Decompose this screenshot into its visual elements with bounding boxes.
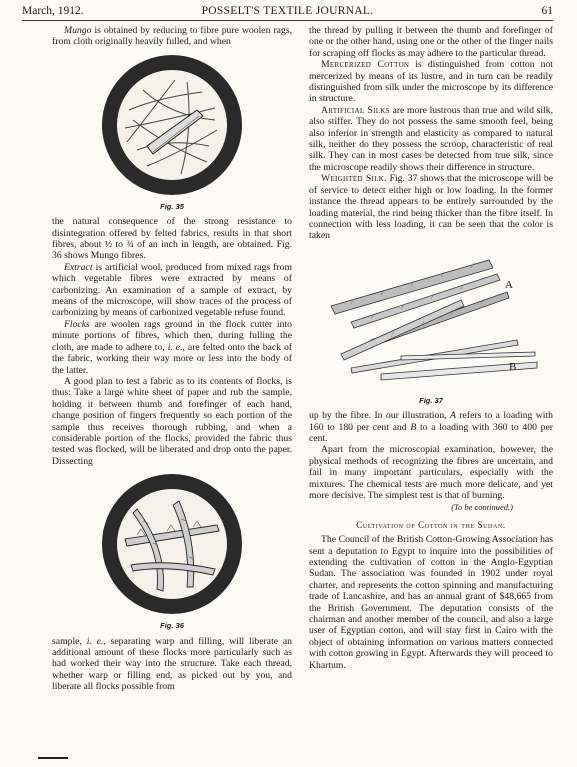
continued-note: (To be continued.) bbox=[451, 502, 513, 513]
mungo-term: Mungo bbox=[64, 25, 92, 36]
figure-36 bbox=[97, 469, 247, 631]
loading-ref-a: A bbox=[450, 410, 456, 422]
flocks-term: Flocks bbox=[64, 318, 90, 330]
sample-text: sample, bbox=[52, 635, 82, 647]
weighted-silk-paragraph bbox=[309, 173, 553, 241]
test-paragraph: A good plan to test a fabric as to its contents of flocks, is thus: Take a large white sheet of paper and rub the sample, holding it between thumb and forefinger of each hand, change position of fingers frequently so each portion of the sample thus receives thorough rubbing, and when a considerable portion of the flocks, provided the fabric thus tested was flocked, will be liberated and drop onto the paper. Dissecting bbox=[52, 375, 292, 467]
header-rule bbox=[22, 20, 553, 21]
mungo-text: is obtained by reducing to fibre pure woolen rags, from cloth originally heavily fulled, and when bbox=[52, 25, 293, 48]
figure-37-label-a: A bbox=[505, 278, 513, 291]
figure-36-caption: Fig. 36 bbox=[160, 621, 184, 631]
figure-37-label-b: B bbox=[509, 360, 517, 373]
left-column bbox=[52, 25, 292, 693]
flocks-ie: i. e., bbox=[167, 341, 185, 353]
section-heading: Cultivation of Cotton in the Sudan. bbox=[356, 519, 506, 530]
weighted-silk-heading: Weighted Silk. bbox=[321, 173, 387, 185]
figure-35-caption: Fig. 35 bbox=[160, 201, 184, 211]
flocks-text: are woolen rags ground in the flock cutter into minute portions of fibres, which then, during fulling the cloth, are made to adhere to, bbox=[52, 318, 293, 353]
felted-paragraph: the natural consequence of the strong resistance to disintegration offered by felted fabrics, results in that short fibres, about ½ to ¾ of an inch in length, are obtained. Fig. 36 shows Mungo fibres. bbox=[52, 216, 292, 262]
loading-text: up by the fibre. In our illustration, bbox=[309, 410, 447, 422]
council-paragraph: The Council of the British Cotton-Growing Association has sent a deputation to Egypt to inquire into the possibilities of extending the cultivation of cotton in the Anglo-Egyptian Sudan. The association was founded in 1902 under royal charter, and represents the cotton spinning and manufacturing trade of Lancashire, and has an annual grant of $48,665 from the British Government. The deputation consists of the chairman and another member of the council, and also a large user of Egyptian cotton, and will stay first in Cairo with the object of obtaining information on various matters connected with cotton growing in Egypt. Afterwards they will proceed to Khartum. bbox=[309, 534, 553, 671]
sample-paragraph bbox=[52, 636, 292, 693]
artificial-silk-heading: Artificial Silks bbox=[321, 104, 390, 116]
loading-text-2: refers to a loading with 160 to 180 per cent and bbox=[309, 410, 554, 433]
mercerized-heading: Mercerized Cotton bbox=[321, 59, 410, 71]
flocks-paragraph bbox=[52, 319, 292, 376]
extract-text: is artificial wool, produced from mixed rags from which vegetable fibres were extracted by means of carbonizing. An examination of a sample of extract, by means of the microscope, will show traces of the process of carbonizing by means of carbonized vegetable refuse found. bbox=[52, 261, 292, 319]
artificial-silk-paragraph bbox=[309, 105, 553, 173]
figure-37-caption: Fig. 37 bbox=[419, 395, 443, 405]
figure-36-micrograph bbox=[97, 469, 247, 619]
right-column bbox=[309, 25, 553, 671]
mercerized-paragraph bbox=[309, 59, 553, 105]
flocks-text-2: are felted onto the back of the fabric, working their way more or less into the body of the latter. bbox=[52, 341, 293, 376]
loading-ref-b: B bbox=[410, 421, 417, 433]
weighted-silk-text: Fig. 37 shows that the microscope will be of service to detect either high or low loading. In the former instance the thread appears to be entirely surrounded by the loading material, the rind being thicker than the fibre itself. In connection with less loading, it can be seen that the color is taken bbox=[309, 173, 554, 242]
figure-35-micrograph bbox=[97, 50, 247, 200]
thread-paragraph: the thread by pulling it between the thumb and forefinger of one or the other hand, using one or the other of the finger nails for scraping off flocks as may adhere to the particular thread. bbox=[309, 25, 553, 59]
mercerized-text: is distinguished from cotton not mercerized by means of its lustre, and in turn can be readily distinguished from silk under the microscope by its difference in structure. bbox=[309, 59, 553, 105]
artificial-silk-text: are more lustrous than true and wild silk, also stiffer. They do not possess the same smooth feel, being also inferior in strength and elasticity as compared to natural silk, neither do they possess the scroop, characteristic of real silk. They can in most cases be detected from true silk, since the microscope readily shows their difference in structure. bbox=[309, 104, 554, 173]
mungo-paragraph bbox=[52, 25, 292, 48]
extract-paragraph bbox=[52, 262, 292, 319]
apart-paragraph: Apart from the microscopial examination, however, the physical methods of recognizing the fibres are uncertain, and fail in many important particulars, especially with the mixtures. The chemical tests are much more delicate, and yet more decisive. The simplest test is that of burning. bbox=[309, 444, 553, 501]
journal-title: POSSELT'S TEXTILE JOURNAL. bbox=[201, 5, 374, 17]
loading-text-3: to a loading with 360 to 400 per cent. bbox=[309, 421, 554, 444]
issue-date: March, 1912. bbox=[22, 5, 84, 17]
loading-paragraph bbox=[309, 410, 553, 444]
figure-35 bbox=[97, 50, 247, 212]
page-header bbox=[22, 5, 553, 19]
extract-term: Extract bbox=[64, 261, 93, 273]
sample-ie: i. e., bbox=[86, 635, 106, 647]
sample-text-2: separating warp and filling, will liberate an additional amount of these flocks more particularly such as had worked their way into the structure. Take each thread, whether warp or filling end, as picked out by you, and liberate all flocks possible from bbox=[52, 635, 293, 693]
footer-rule bbox=[38, 757, 68, 759]
page-number: 61 bbox=[541, 5, 553, 17]
figure-37 bbox=[311, 244, 551, 406]
